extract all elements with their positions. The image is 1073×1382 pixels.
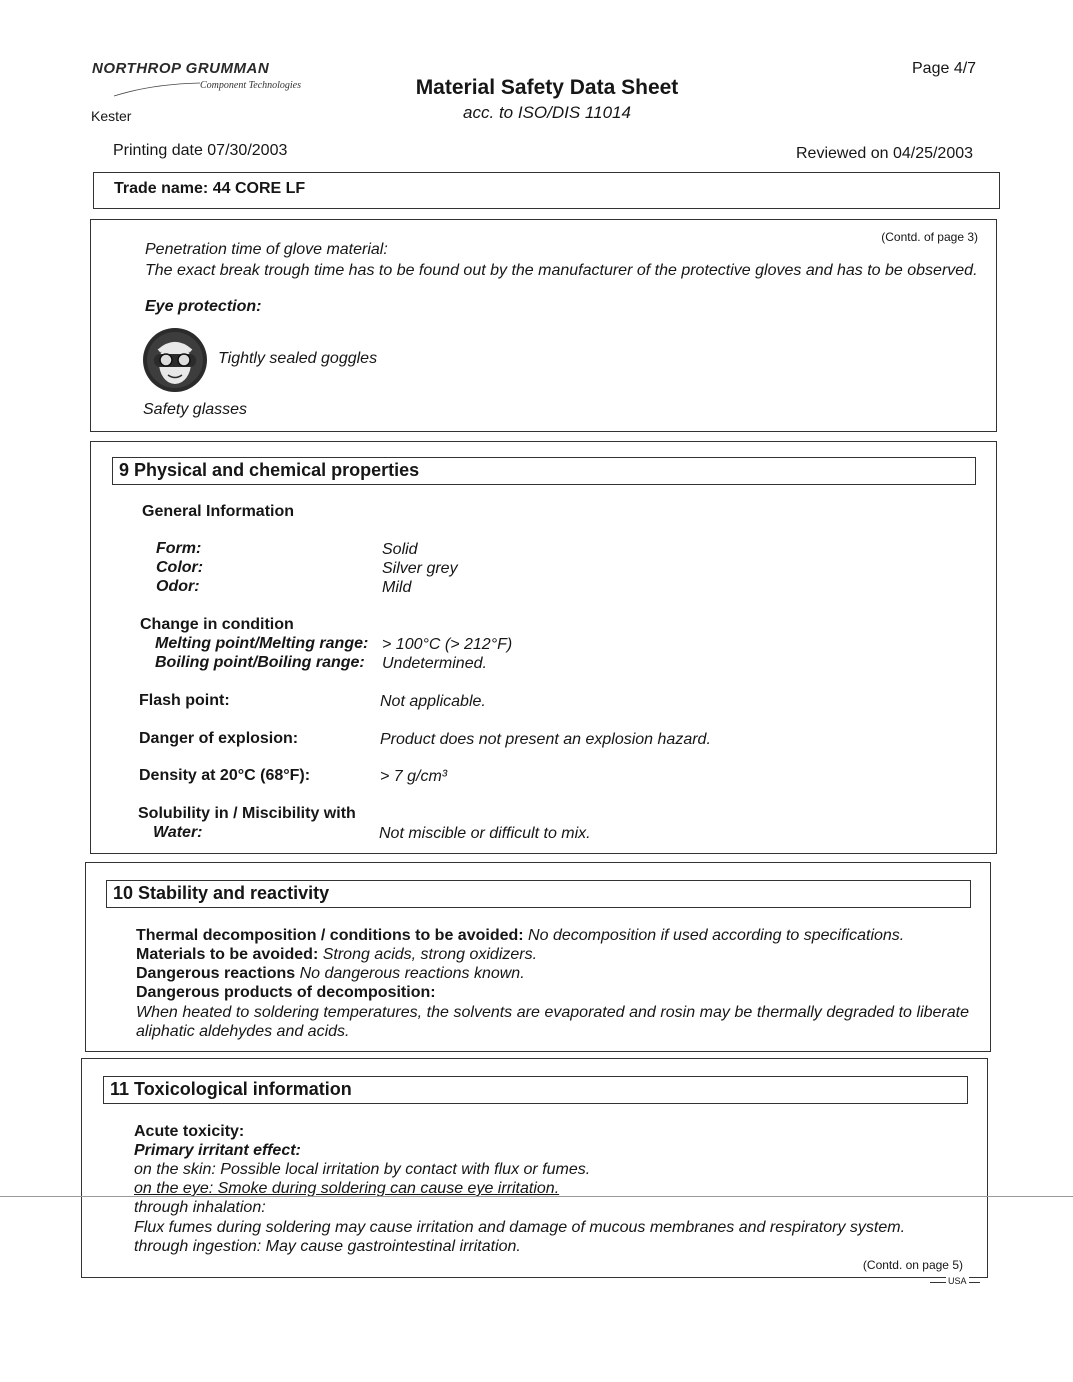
- penetration-label: Penetration time of glove material:: [145, 241, 388, 258]
- eye-protection-label: Eye protection:: [145, 298, 262, 315]
- safety-glasses-label: Safety glasses: [143, 401, 248, 418]
- reviewed-date: Reviewed on 04/25/2003: [796, 145, 974, 162]
- logo-swoosh: [112, 80, 202, 98]
- change-in-condition-label: Change in condition: [140, 616, 294, 633]
- solubility-label: Solubility in / Miscibility with: [138, 805, 356, 822]
- decomposition-products-value: When heated to soldering temperatures, the solvents are evaporated and rosin may be thermally degraded to liberate aliphatic aldehydes and acids.: [136, 1004, 969, 1040]
- flash-point-value: Not applicable.: [380, 693, 486, 710]
- section-11-heading: 11 Toxicological information: [103, 1076, 968, 1104]
- boiling-point-label: Boiling point/Boiling range:: [155, 654, 365, 671]
- continued-on-note: (Contd. on page 5): [862, 1258, 963, 1272]
- eye-effect: on the eye: Smoke during soldering can cause eye irritation.: [134, 1180, 560, 1197]
- page-number: Page 4/7: [912, 60, 977, 77]
- thermal-decomposition-value: No decomposition if used according to specifications.: [528, 927, 905, 944]
- density-label: Density at 20°C (68°F):: [139, 767, 311, 784]
- goggles-icon: [142, 327, 208, 393]
- materials-avoided-line: [136, 945, 537, 964]
- dangerous-reactions-value: No dangerous reactions known.: [299, 965, 525, 982]
- section-10-heading: 10 Stability and reactivity: [106, 880, 971, 908]
- section-8-continued: [90, 219, 997, 432]
- explosion-label: Danger of explosion:: [139, 730, 299, 747]
- document-title: Material Safety Data Sheet: [415, 76, 679, 99]
- trade-name-box: [93, 172, 1000, 209]
- section-10-box: [85, 862, 991, 1052]
- region-label: USA: [948, 1276, 967, 1286]
- ingestion-effect: through ingestion: May cause gastrointestinal irritation.: [134, 1238, 521, 1255]
- continued-from-note: (Contd. of page 3): [881, 230, 978, 244]
- company-logo-subtitle: Component Technologies: [200, 80, 302, 91]
- explosion-value: Product does not present an explosion hazard.: [380, 731, 711, 748]
- company-name: Kester: [91, 108, 132, 124]
- section-9-box: [90, 441, 997, 854]
- flash-point-label: Flash point:: [139, 692, 230, 709]
- boiling-point-value: Undetermined.: [382, 655, 487, 672]
- thermal-decomposition-line: [136, 926, 904, 945]
- density-value: > 7 g/cm³: [380, 768, 448, 785]
- water-label: Water:: [153, 824, 203, 841]
- primary-irritant-label: Primary irritant effect:: [134, 1142, 301, 1159]
- odor-value: Mild: [382, 579, 412, 596]
- general-information-label: General Information: [142, 503, 295, 520]
- dangerous-reactions-line: [136, 964, 525, 983]
- company-logo: NORTHROP GRUMMAN: [92, 60, 270, 77]
- acute-toxicity-label: Acute toxicity:: [134, 1123, 245, 1140]
- trade-name: Trade name: 44 CORE LF: [114, 180, 306, 197]
- skin-effect: on the skin: Possible local irritation by contact with flux or fumes.: [134, 1161, 591, 1178]
- color-label: Color:: [156, 559, 204, 576]
- melting-point-label: Melting point/Melting range:: [155, 635, 369, 652]
- water-value: Not miscible or difficult to mix.: [379, 825, 591, 842]
- document-subtitle: acc. to ISO/DIS 11014: [463, 103, 631, 122]
- section-11-box: [81, 1058, 988, 1278]
- printing-date: Printing date 07/30/2003: [113, 142, 288, 159]
- odor-label: Odor:: [156, 578, 200, 595]
- melting-point-value: > 100°C (> 212°F): [382, 636, 513, 653]
- goggles-label: Tightly sealed goggles: [218, 350, 378, 367]
- color-value: Silver grey: [382, 560, 458, 577]
- inhalation-value: Flux fumes during soldering may cause irritation and damage of mucous membranes and respiratory system.: [134, 1219, 906, 1236]
- section-9-heading: 9 Physical and chemical properties: [112, 457, 976, 485]
- dangerous-reactions-label: Dangerous reactions: [136, 965, 296, 982]
- materials-avoided-value: Strong acids, strong oxidizers.: [322, 946, 538, 963]
- decomposition-products-label: Dangerous products of decomposition:: [136, 984, 436, 1001]
- thermal-decomposition-label: Thermal decomposition / conditions to be avoided:: [136, 927, 524, 944]
- inhalation-label: through inhalation:: [134, 1199, 266, 1216]
- materials-avoided-label: Materials to be avoided:: [136, 946, 319, 963]
- form-label: Form:: [156, 540, 202, 557]
- form-value: Solid: [382, 541, 418, 558]
- scan-fold-line: [0, 1196, 1073, 1197]
- penetration-text: The exact break trough time has to be found out by the manufacturer of the protective gloves and has to be observed.: [145, 262, 978, 279]
